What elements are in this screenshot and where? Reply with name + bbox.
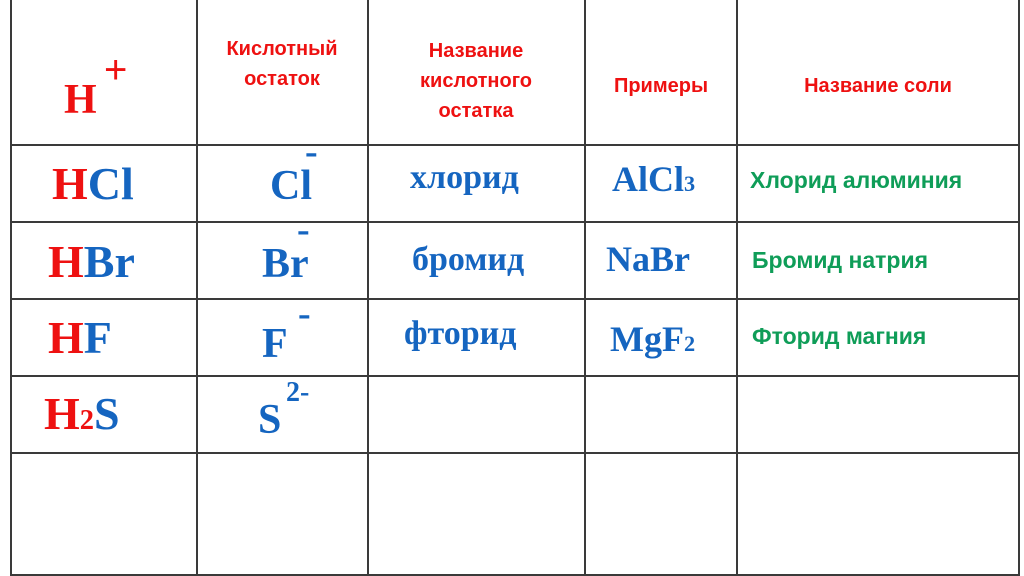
acid-hydrogen: H (44, 388, 80, 439)
acid-residue: S (94, 388, 120, 439)
example-formula (606, 238, 690, 285)
residue-ion-charge: - (305, 131, 318, 173)
example-formula-main: NaBr (606, 239, 690, 279)
acid-formula (48, 312, 112, 364)
acid-formula (48, 236, 135, 288)
acid-residue: Cl (87, 158, 134, 209)
residue-ion-charge: - (298, 293, 311, 335)
residue-ion-charge: - (297, 209, 310, 251)
row-divider (10, 298, 1020, 300)
table-border-right (1018, 0, 1020, 576)
residue-name: бромид (412, 241, 525, 278)
residue-name: фторид (404, 315, 517, 352)
header-residue-name-line: Название (428, 40, 524, 62)
row-divider (10, 144, 1020, 146)
example-formula-main: AlCl (612, 159, 684, 199)
header-residue-line: остаток (244, 68, 320, 90)
residue-ion: F (262, 321, 288, 367)
residue-ion-charge: 2- (286, 377, 310, 408)
residue-ion: Cl (270, 163, 312, 209)
header-examples: Примеры (613, 75, 709, 97)
example-formula (612, 158, 695, 205)
salt-name: Хлорид алюминия (750, 167, 963, 193)
table-border-left (10, 0, 12, 576)
acid-formula (52, 158, 134, 210)
example-formula-index: 3 (684, 171, 696, 196)
header-ion-charge: + (104, 48, 128, 92)
header-salt-name: Название соли (804, 75, 952, 97)
residue-name: хлорид (410, 159, 519, 196)
example-formula-main: MgF (610, 319, 684, 359)
acid-hydrogen-index: 2 (79, 405, 95, 436)
acid-residue: F (83, 312, 112, 363)
row-divider (10, 221, 1020, 223)
acid-hydrogen: H (52, 158, 88, 209)
header-residue-name (369, 36, 583, 126)
example-formula (610, 318, 695, 365)
row-divider (10, 375, 1020, 377)
acid-formula (44, 388, 120, 447)
row-divider (10, 452, 1020, 454)
header-residue-name-line: кислотного (420, 70, 532, 92)
salt-name: Бромид натрия (752, 247, 929, 273)
header-ion-symbol: H (64, 77, 97, 123)
acid-residue: Br (83, 236, 135, 287)
header-residue (198, 34, 366, 94)
acid-hydrogen: H (48, 236, 84, 287)
header-residue-name-line: остатка (438, 100, 514, 122)
header-residue-line: Кислотный (226, 38, 338, 60)
residue-ion: S (258, 397, 282, 443)
residue-ion: Br (262, 241, 309, 287)
acid-hydrogen: H (48, 312, 84, 363)
salt-name: Фторид магния (752, 323, 927, 349)
header-ion-cell (64, 76, 97, 124)
example-formula-index: 2 (683, 331, 696, 356)
